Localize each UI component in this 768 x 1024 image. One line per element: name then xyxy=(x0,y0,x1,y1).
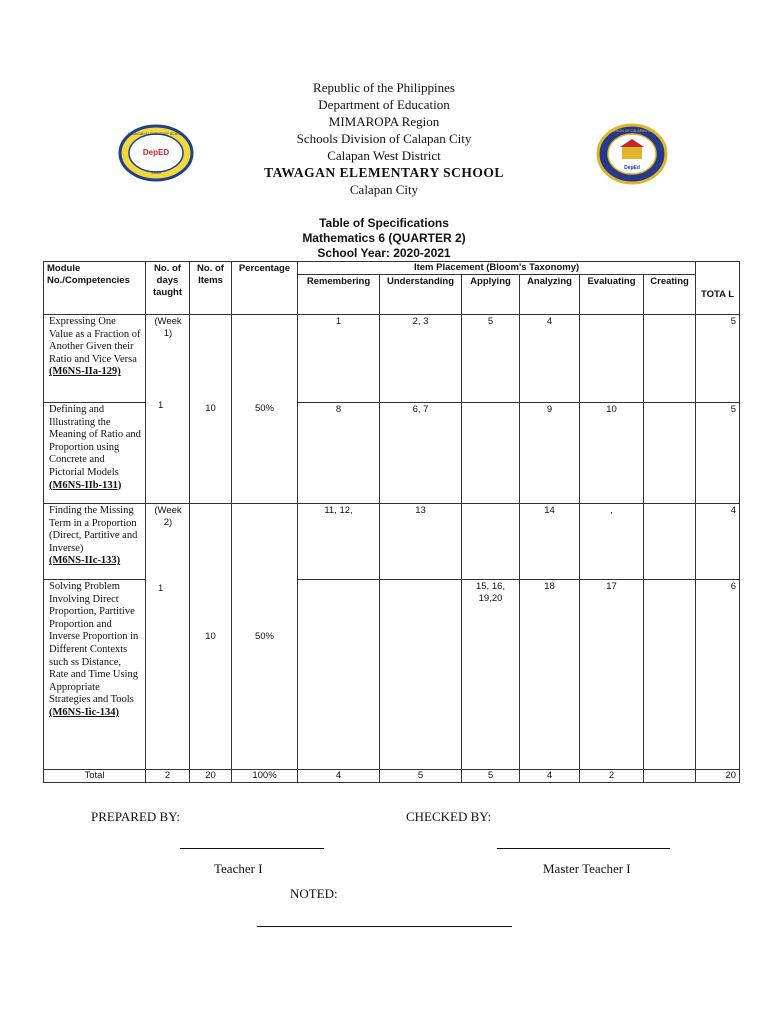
applying-cell: 15, 16, 19,20 xyxy=(462,580,520,770)
applying-cell: 5 xyxy=(462,315,520,403)
competency-cell: Solving Problem Involving Direct Proportion, Partitive Proportion and Inverse Proportion in Different Contexts such ss Distance, Rate and Time Using Appropriate Strategies and Tools (M6NS-Iic-134) xyxy=(44,580,146,770)
percentage-cell: 50% xyxy=(232,315,298,504)
svg-text:DepED: DepED xyxy=(142,148,170,157)
understanding-cell: 6, 7 xyxy=(380,403,462,504)
evaluating-cell: , xyxy=(580,504,644,580)
creating-cell xyxy=(644,315,696,403)
totals-total: 20 xyxy=(696,770,740,783)
competency-cell: Finding the Missing Term in a Proportion (Direct, Partitive and Inverse) (M6NS-IIc-133) xyxy=(44,504,146,580)
creating-cell xyxy=(644,504,696,580)
evaluating-cell: 10 xyxy=(580,403,644,504)
header-item-placement: Item Placement (Bloom's Taxonomy) xyxy=(298,262,696,275)
svg-text:DepEd: DepEd xyxy=(624,165,640,171)
header-line-deped: Department of Education xyxy=(318,97,450,112)
header-remembering: Remembering xyxy=(298,275,380,315)
prepared-by-label: PREPARED BY: xyxy=(91,809,180,824)
teacher-title: Teacher I xyxy=(214,861,263,876)
header-module: Module No./Competencies xyxy=(44,262,146,315)
header-creating: Creating xyxy=(644,275,696,315)
understanding-cell: 2, 3 xyxy=(380,315,462,403)
header-line-division: Schools Division of Calapan City xyxy=(296,131,472,146)
totals-remembering: 4 xyxy=(298,770,380,783)
totals-items: 20 xyxy=(190,770,232,783)
noted-signature-line xyxy=(257,926,512,927)
header-items: No. of Items xyxy=(190,262,232,315)
applying-cell xyxy=(462,504,520,580)
analyzing-cell: 4 xyxy=(520,315,580,403)
prepared-signature-line xyxy=(180,848,324,849)
remembering-cell: 8 xyxy=(298,403,380,504)
header-percentage: Percentage xyxy=(232,262,298,315)
creating-cell xyxy=(644,580,696,770)
applying-cell xyxy=(462,403,520,504)
totals-days: 2 xyxy=(146,770,190,783)
days-cell: (Week 1) 1 xyxy=(146,315,190,504)
analyzing-cell: 14 xyxy=(520,504,580,580)
creating-cell xyxy=(644,403,696,504)
title-subject: Mathematics 6 (QUARTER 2) xyxy=(302,231,466,245)
remembering-cell xyxy=(298,580,380,770)
understanding-cell: 13 xyxy=(380,504,462,580)
total-cell: 5 xyxy=(696,403,740,504)
percentage-cell: 50% xyxy=(232,504,298,770)
school-seal-icon xyxy=(118,124,194,182)
table-row xyxy=(44,315,740,403)
competency-cell: Defining and Illustrating the Meaning of Ratio and Proportion using Concrete and Pictorial Models (M6NS-IIb-131) xyxy=(44,403,146,504)
header-line-region: MIMAROPA Region xyxy=(328,114,440,129)
remembering-cell: 11, 12, xyxy=(298,504,380,580)
header-line-republic: Republic of the Philippines xyxy=(313,80,455,95)
header-line-city: Calapan City xyxy=(349,182,419,197)
division-seal-icon xyxy=(596,123,668,185)
totals-creating xyxy=(644,770,696,783)
header-total: TOTA L xyxy=(696,262,740,315)
analyzing-cell: 18 xyxy=(520,580,580,770)
table-of-specifications xyxy=(43,261,740,783)
items-cell: 10 xyxy=(190,315,232,504)
header-understanding: Understanding xyxy=(380,275,462,315)
svg-text:TAWAGAN ELEMENTARY SCHOOL: TAWAGAN ELEMENTARY SCHOOL xyxy=(127,132,185,136)
title-school-year: School Year: 2020-2021 xyxy=(317,246,451,260)
totals-analyzing: 4 xyxy=(520,770,580,783)
header-line-district: Calapan West District xyxy=(327,148,441,163)
table-row xyxy=(44,504,740,580)
totals-row xyxy=(44,770,740,783)
document-title xyxy=(0,216,768,261)
total-cell: 5 xyxy=(696,315,740,403)
total-cell: 4 xyxy=(696,504,740,580)
remembering-cell: 1 xyxy=(298,315,380,403)
totals-understanding: 5 xyxy=(380,770,462,783)
noted-label: NOTED: xyxy=(290,886,338,901)
school-name: TAWAGAN ELEMENTARY SCHOOL xyxy=(264,165,504,180)
evaluating-cell xyxy=(580,315,644,403)
checked-signature-line xyxy=(497,848,670,849)
master-teacher-title: Master Teacher I xyxy=(543,861,631,876)
header-evaluating: Evaluating xyxy=(580,275,644,315)
totals-evaluating: 2 xyxy=(580,770,644,783)
header-applying: Applying xyxy=(462,275,520,315)
header-days: No. of days taught xyxy=(146,262,190,315)
svg-text:DIVISION OF CALAPAN CITY: DIVISION OF CALAPAN CITY xyxy=(608,129,656,133)
checked-by-label: CHECKED BY: xyxy=(406,809,492,824)
evaluating-cell: 17 xyxy=(580,580,644,770)
title-tos: Table of Specifications xyxy=(319,216,449,230)
understanding-cell xyxy=(380,580,462,770)
days-cell: (Week 2) 1 xyxy=(146,504,190,770)
header-analyzing: Analyzing xyxy=(520,275,580,315)
analyzing-cell: 9 xyxy=(520,403,580,504)
total-cell: 6 xyxy=(696,580,740,770)
totals-applying: 5 xyxy=(462,770,520,783)
items-cell: 10 xyxy=(190,504,232,770)
competency-cell: Expressing One Value as a Fraction of Another Given their Ratio and Vice Versa (M6NS-IIa-129) xyxy=(44,315,146,403)
totals-label: Total xyxy=(44,770,146,783)
totals-percentage: 100% xyxy=(232,770,298,783)
svg-text:1930: 1930 xyxy=(150,170,162,175)
